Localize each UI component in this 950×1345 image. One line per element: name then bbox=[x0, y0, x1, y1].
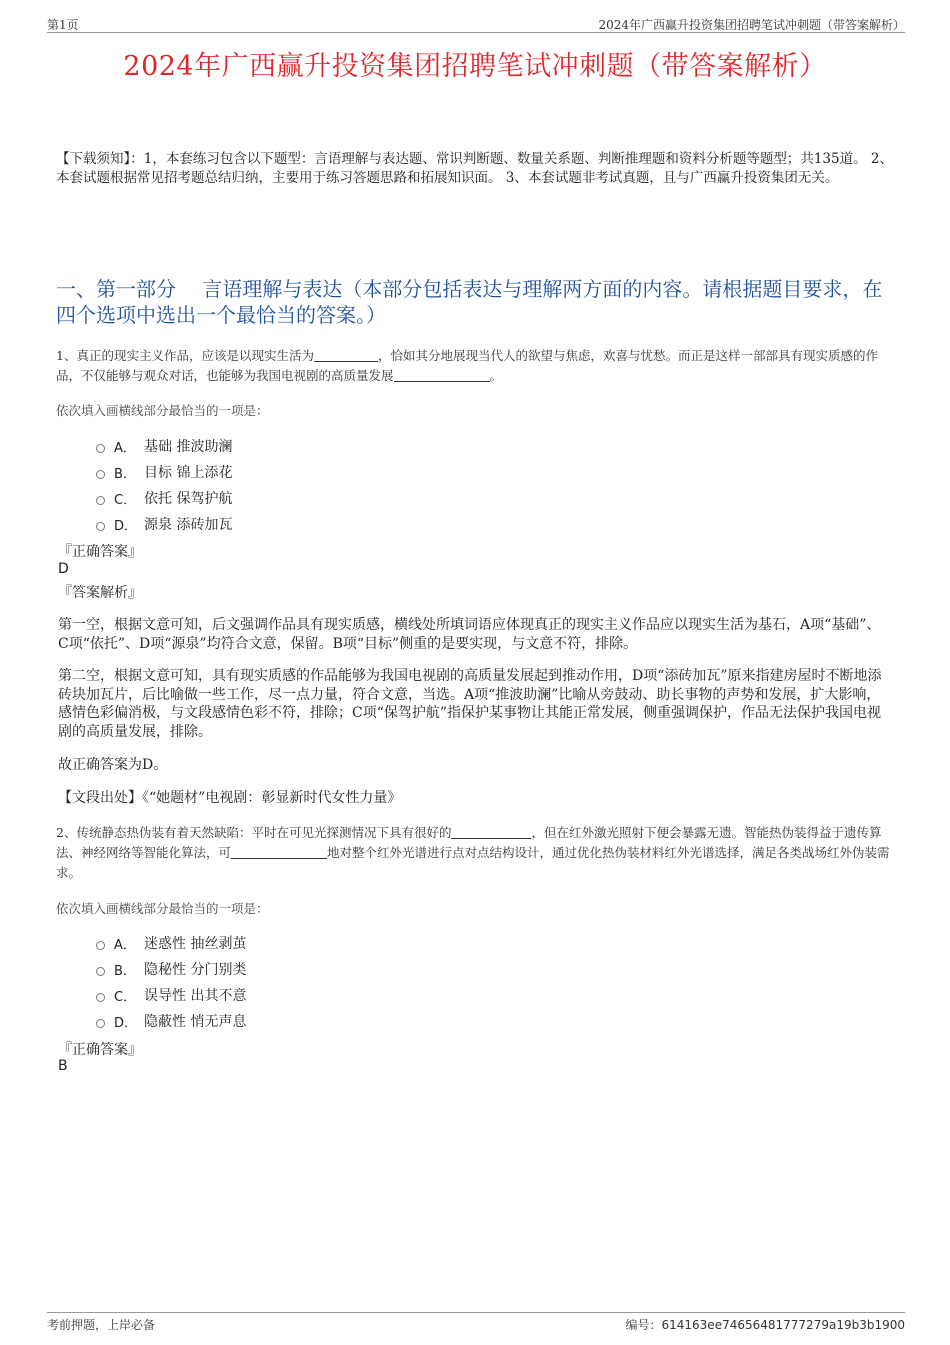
answer-analysis-label: 『答案解析』 bbox=[58, 585, 142, 601]
fill-blank bbox=[451, 824, 531, 839]
option-c[interactable]: C． 依托 保驾护航 bbox=[96, 485, 232, 511]
question-1-prompt: 依次填入画横线部分最恰当的一项是： bbox=[56, 403, 269, 418]
fill-blank bbox=[394, 367, 490, 382]
page-footer bbox=[47, 1312, 905, 1333]
radio-icon[interactable] bbox=[96, 993, 105, 1002]
passage-source: 【文段出处】《“她题材”电视剧：彰显新时代女性力量》 bbox=[58, 790, 402, 806]
correct-answer-value: D bbox=[58, 561, 69, 577]
header-doc-title: 2024年广西赢升投资集团招聘笔试冲刺题（带答案解析） bbox=[598, 18, 905, 32]
correct-answer-label: 『正确答案』 bbox=[58, 1042, 142, 1058]
analysis-paragraph-2: 第二空，根据文意可知，具有现实质感的作品能够为我国电视剧的高质量发展起到推动作用，D项“添砖加瓦”原来指建房屋时不断地添砖块加瓦片，后比喻做一些工作，尽一点力量，符合文意，当选。A项“推波助澜”比喻从旁鼓动、助长事物的声势和发展，扩大影响，感情色彩偏消极，与文段感情色彩不符，排除；C项“保驾护航”指保护某事物让其能正常发展，侧重强调保护，作品无法保护我国电视剧的高质量发展，排除。 bbox=[58, 668, 882, 740]
option-d[interactable]: D． 源泉 添砖加瓦 bbox=[96, 511, 232, 537]
option-b[interactable]: B． 隐秘性 分门别类 bbox=[96, 956, 246, 982]
question-2-options bbox=[96, 930, 246, 1034]
radio-icon[interactable] bbox=[96, 1019, 105, 1028]
option-a[interactable]: A． 迷惑性 抽丝剥茧 bbox=[96, 930, 246, 956]
question-1-options bbox=[96, 433, 232, 537]
fill-blank bbox=[231, 844, 327, 859]
correct-answer-value: B bbox=[58, 1058, 68, 1074]
section-heading: 一、第一部分 言语理解与表达（本部分包括表达与理解两方面的内容。请根据题目要求，在四个选项中选出一个最恰当的答案。） bbox=[56, 277, 883, 327]
question-2-text: 2、传统静态热伪装有着天然缺陷：平时在可见光探测情况下具有很好的 ，但在红外激光照射下便会暴露无遗。智能热伪装得益于遗传算法、神经网络等智能化算法，可 地对整个红外光谱进行点对点结构设计，通过优化热伪装材料红外光谱选择，满足各类战场红外伪装需求。 bbox=[56, 825, 890, 880]
page-number: 第1页 bbox=[47, 18, 79, 32]
correct-answer-label: 『正确答案』 bbox=[58, 544, 142, 560]
download-notice: 【下载须知】：1，本套练习包含以下题型：言语理解与表达题、常识判断题、数量关系题、判断推理题和资料分析题等题型；共135道。 2、本套试题根据常见招考题总结归纳，主要用于练习答题思路和拓展知识面。 3、本套试题非考试真题，且与广西赢升投资集团无关。 bbox=[56, 151, 893, 186]
radio-icon[interactable] bbox=[96, 444, 105, 453]
radio-icon[interactable] bbox=[96, 967, 105, 976]
footer-code: 编号：614163ee74656481777279a19b3b1900 bbox=[625, 1318, 905, 1332]
question-2-prompt: 依次填入画横线部分最恰当的一项是： bbox=[56, 901, 269, 916]
option-c[interactable]: C． 误导性 出其不意 bbox=[96, 982, 246, 1008]
option-b[interactable]: B． 目标 锦上添花 bbox=[96, 459, 232, 485]
analysis-paragraph-1: 第一空，根据文意可知，后文强调作品具有现实质感，横线处所填词语应体现真正的现实主义作品应以现实生活为基石，A项“基础”、C项“依托”、D项“源泉”均符合文意，保留。B项“目标”侧重的是要实现，与文意不符，排除。 bbox=[58, 617, 881, 652]
option-d[interactable]: D． 隐蔽性 悄无声息 bbox=[96, 1008, 246, 1034]
radio-icon[interactable] bbox=[96, 941, 105, 950]
radio-icon[interactable] bbox=[96, 496, 105, 505]
analysis-conclusion: 故正确答案为D。 bbox=[58, 757, 168, 773]
radio-icon[interactable] bbox=[96, 470, 105, 479]
page-title: 2024年广西赢升投资集团招聘笔试冲刺题（带答案解析） bbox=[123, 51, 827, 82]
footer-slogan: 考前押题，上岸必备 bbox=[47, 1318, 156, 1332]
question-1-text: 1、真正的现实主义作品，应该是以现实生活为 ，恰如其分地展现当代人的欲望与焦虑，欢喜与忧愁。而正是这样一部部具有现实质感的作品，不仅能够与观众对话，也能够为我国电视剧的高质量发展 。 bbox=[56, 348, 878, 383]
fill-blank bbox=[314, 347, 378, 362]
running-header bbox=[47, 14, 905, 33]
radio-icon[interactable] bbox=[96, 522, 105, 531]
option-a[interactable]: A． 基础 推波助澜 bbox=[96, 433, 232, 459]
